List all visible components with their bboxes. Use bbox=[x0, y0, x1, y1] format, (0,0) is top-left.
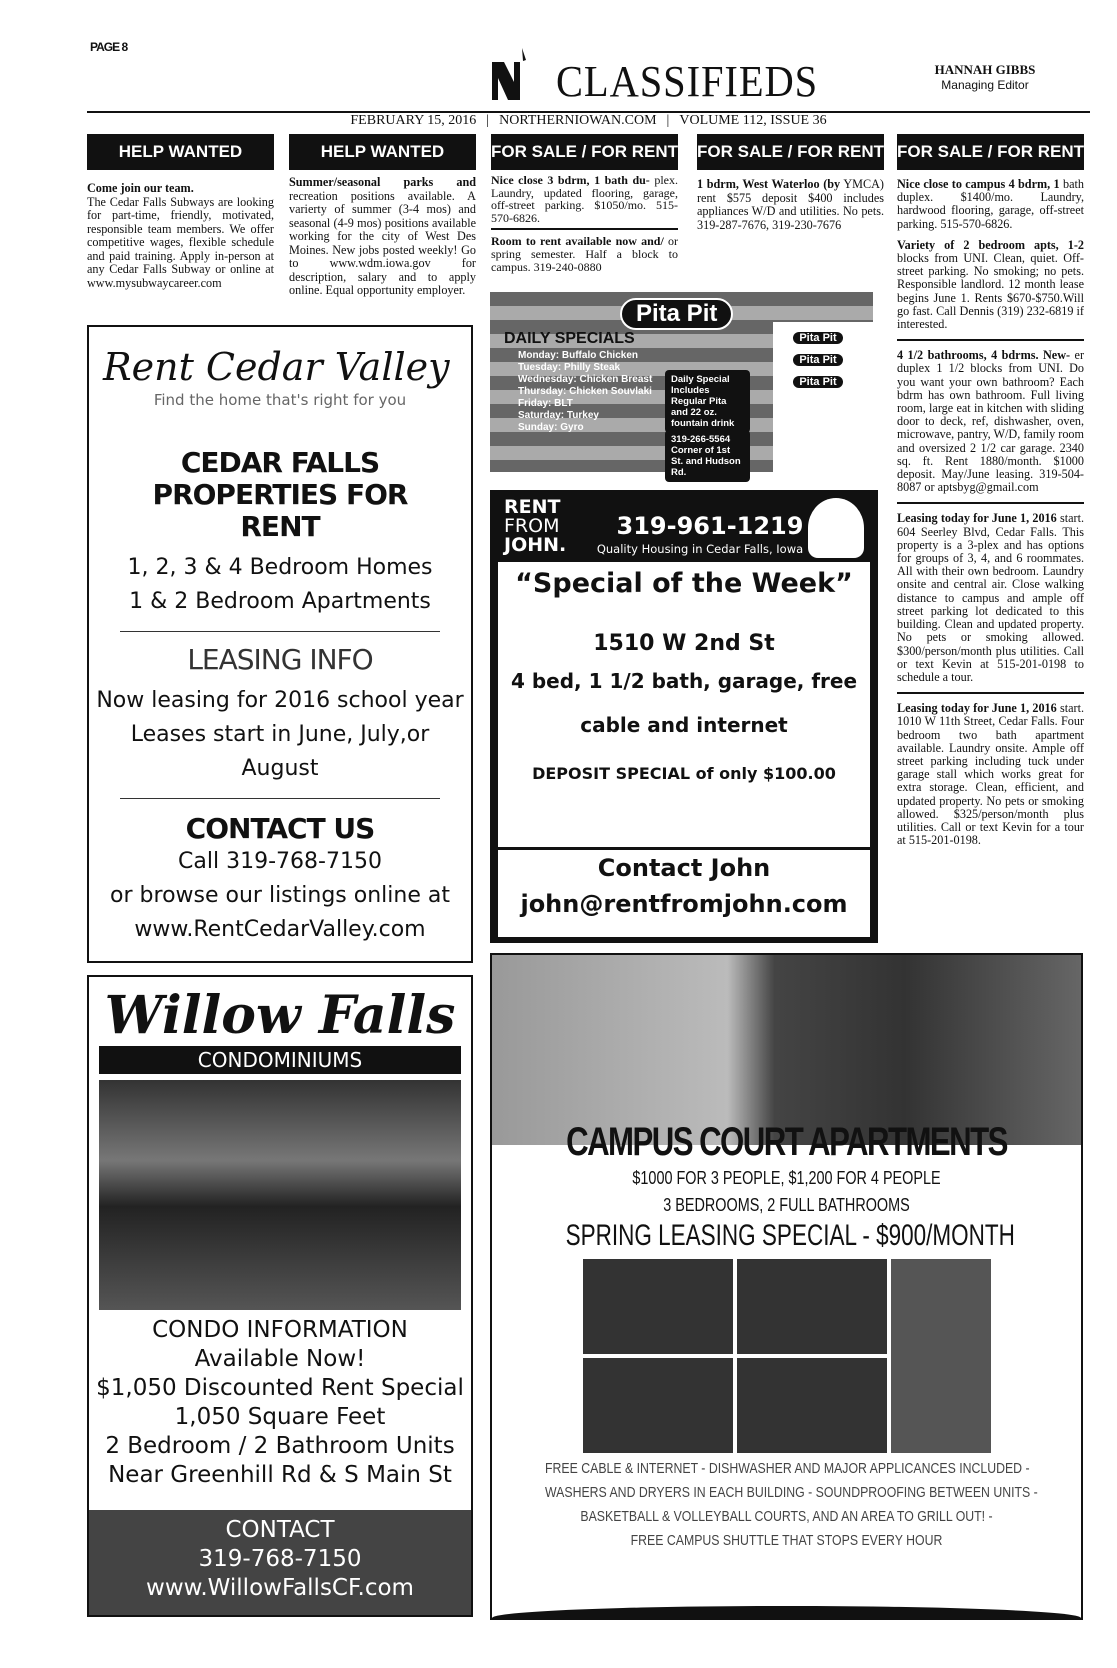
rent-cedar-valley-ad bbox=[87, 325, 473, 963]
rcv-contact-heading: CONTACT US bbox=[185, 812, 375, 845]
cc-feature: WASHERS AND DRYERS IN EACH BUILDING - SOUNDPROOFING BETWEEN UNITS - bbox=[545, 1484, 1038, 1501]
editor-role: Managing Editor bbox=[941, 78, 1029, 92]
ad-body: er duplex 1 1/2 blocks from UNI. Do you want your own bathroom? Each bdrm has own bathroom. Full living room, large eat in kitchen with sliding door to deck, ref, dishwasher, oven, microwave, pantry, W/D, family room and oversized 2 1/2 car garage. 2340 sq. ft. Rent 1880/month. $1000 deposit. May/June leasing. 319-504-8087 or aptsbyg@gmail.com bbox=[897, 348, 1084, 495]
willow-website[interactable]: www.WillowFallsCF.com bbox=[146, 1575, 414, 1601]
section-header-for-sale-rent: FOR SALE / FOR RENT bbox=[897, 134, 1084, 170]
pita-pit-logo: Pita Pit bbox=[620, 298, 733, 330]
special-detail: 4 bed, 1 1/2 bath, garage, free bbox=[510, 669, 858, 693]
classified-ad bbox=[897, 178, 1084, 231]
rent-from-john-ad bbox=[490, 490, 878, 943]
section-header-for-sale-rent: FOR SALE / FOR RENT bbox=[697, 134, 884, 170]
classified-column-2 bbox=[289, 176, 476, 306]
john-portrait bbox=[808, 498, 864, 558]
pita-daily-specials-title: DAILY SPECIALS bbox=[504, 330, 635, 347]
section-title: CLASSIFIEDS bbox=[556, 57, 819, 106]
classified-ad bbox=[289, 176, 476, 298]
ad-divider bbox=[897, 502, 1084, 504]
ad-lead: Leasing today for June 1, 2016 bbox=[897, 511, 1057, 526]
classified-ad bbox=[897, 349, 1084, 494]
logo-word: JOHN. bbox=[504, 534, 567, 556]
divider bbox=[120, 798, 440, 799]
campus-court-ad bbox=[490, 953, 1083, 1620]
divider bbox=[120, 631, 440, 632]
ad-lead: Summer/seasonal parks and bbox=[289, 175, 476, 189]
cc-feature: FREE CABLE & INTERNET - DISHWASHER AND MAJOR APPLICANCES INCLUDED - bbox=[545, 1460, 1030, 1477]
ad-lead: Nice close to campus 4 bdrm, 1 bbox=[897, 177, 1060, 191]
classified-column-5 bbox=[897, 178, 1084, 855]
ad-lead: Room to rent available now and/ bbox=[491, 234, 664, 249]
volume-issue: VOLUME 112, ISSUE 36 bbox=[679, 113, 827, 128]
interior-photo bbox=[583, 1358, 733, 1453]
classified-column-1 bbox=[87, 182, 274, 298]
rcv-brand: Rent Cedar Valley bbox=[103, 345, 450, 389]
willow-line: Available Now! bbox=[194, 1346, 366, 1372]
classified-ad bbox=[491, 174, 678, 224]
cc-features bbox=[545, 1457, 1038, 1553]
contact-john-label: Contact John bbox=[597, 854, 771, 882]
rcv-line: Now leasing for 2016 school year bbox=[96, 688, 464, 713]
willow-info bbox=[89, 1316, 471, 1490]
pita-day: Wednesday: Chicken Breast bbox=[518, 374, 653, 385]
rcv-tagline: Find the home that's right for you bbox=[153, 391, 407, 409]
john-contact-box bbox=[498, 850, 870, 937]
ad-divider bbox=[897, 692, 1084, 694]
classified-ad bbox=[491, 235, 678, 273]
kitchen-photo bbox=[99, 1080, 461, 1310]
ad-lead: 1 bdrm, West Waterloo (by bbox=[697, 177, 841, 191]
cc-spring-special: SPRING LEASING SPECIAL - $900/MONTH bbox=[565, 1219, 1015, 1252]
pita-cup-logo: Pita Pit bbox=[793, 332, 843, 344]
rcv-headline: CEDAR FALLS PROPERTIES FOR RENT bbox=[152, 446, 408, 543]
issue-date: FEBRUARY 15, 2016 bbox=[350, 113, 477, 128]
page-number: PAGE 8 bbox=[90, 40, 128, 54]
logo-word: FROM bbox=[504, 515, 560, 537]
deposit-special: DEPOSIT SPECIAL of only $100.00 bbox=[532, 764, 836, 783]
ad-lead: 4 1/2 bathrooms, 4 bdrms. New- bbox=[897, 348, 1071, 363]
decorative-wave bbox=[492, 1606, 1081, 1618]
classified-column-3 bbox=[491, 174, 678, 277]
interior-photo bbox=[737, 1358, 887, 1453]
ad-body: YMCA) rent $575 deposit $400 includes appliances W/D and utilities. No pets. 319-287-7676, 319-230-7676 bbox=[697, 177, 884, 232]
rent-from-john-logo bbox=[504, 498, 566, 555]
rcv-phone: Call 319-768-7150 bbox=[178, 849, 382, 874]
pita-day: Sunday: Gyro bbox=[518, 422, 584, 433]
ad-body: or spring semester. Half a block to campus. 319-240-0880 bbox=[491, 234, 678, 274]
willow-contact-label: CONTACT bbox=[225, 1517, 335, 1543]
ad-body: plex. Laundry, updated flooring, garage, off-street parking. $1050/mo. 515-570-6826. bbox=[491, 173, 679, 225]
interior-photos bbox=[492, 1259, 1081, 1453]
dateline bbox=[87, 113, 1090, 129]
ad-divider bbox=[491, 228, 678, 230]
john-tagline: Quality Housing in Cedar Falls, Iowa bbox=[596, 542, 804, 556]
separator: | bbox=[486, 113, 490, 128]
ad-body: bath duplex. $1400/mo. Laundry, hardwood flooring, garage, off-street parking. 515-570-6826. bbox=[897, 177, 1084, 231]
pita-cup-logo: Pita Pit bbox=[793, 376, 843, 388]
special-of-week-box bbox=[498, 562, 870, 847]
john-email[interactable]: john@rentfromjohn.com bbox=[520, 890, 848, 918]
classified-ad bbox=[697, 178, 884, 232]
ad-body: blocks from UNI. Clean, quiet. Off-street parking. No smoking; no pets. Responsible landlord. 12 month lease begins June 1. Rents $670-$750.Will go fast. Call Dennis (319) 232-6819 if interested. bbox=[897, 251, 1084, 332]
willow-line: Near Greenhill Rd & S Main St bbox=[108, 1462, 452, 1488]
pita-cups-image bbox=[773, 322, 873, 472]
separator: | bbox=[666, 113, 670, 128]
willow-line: 1,050 Square Feet bbox=[174, 1404, 386, 1430]
pita-day: Monday: Buffalo Chicken bbox=[518, 350, 639, 361]
interior-photo bbox=[737, 1259, 887, 1354]
classified-ad bbox=[897, 702, 1084, 847]
willow-subtitle: CONDOMINIUMS bbox=[99, 1046, 461, 1074]
rcv-website[interactable]: www.RentCedarValley.com bbox=[134, 917, 426, 942]
special-heading: “Special of the Week” bbox=[515, 568, 853, 599]
pita-special-box: Daily Special Includes Regular Pita and 22 oz. fountain drink bbox=[665, 370, 750, 433]
ad-body: start. 1010 W 11th Street, Cedar Falls. Four bedroom two bath apartment available. Laundry onsite. Ample off street parking including tuck under garage stall which works great for extra storage. Clean, efficient, and updated property. No pets or smoking allowed. $325/person/month plus utilities. Call or text Kevin for a tour at 515-201-0198. bbox=[897, 701, 1084, 848]
pita-cup-logo: Pita Pit bbox=[793, 354, 843, 366]
classified-column-4 bbox=[697, 178, 884, 240]
rcv-line: 1 & 2 Bedroom Apartments bbox=[129, 589, 431, 614]
classified-ad bbox=[897, 239, 1084, 331]
section-header-help-wanted: HELP WANTED bbox=[289, 134, 476, 170]
campus-court-title: CAMPUS COURT APARTMENTS bbox=[566, 1120, 1007, 1164]
northern-iowan-logo-icon bbox=[490, 48, 530, 100]
willow-phone: 319-768-7150 bbox=[198, 1546, 362, 1572]
pita-day: Saturday: Turkey bbox=[518, 410, 599, 421]
classified-ad bbox=[897, 512, 1084, 684]
cc-rooms: 3 BEDROOMS, 2 FULL BATHROOMS bbox=[663, 1195, 910, 1215]
special-detail: cable and internet bbox=[580, 713, 788, 737]
pita-day: Friday: BLT bbox=[518, 398, 573, 409]
ad-body: start. 604 Seerley Blvd, Cedar Falls. This property is a 3-plex and has options for groups of 3, 4, and 6 roommates. All with their own bedroom. Laundry onsite and central air. Close walking distance to campus and ample off street parking lot dedicated to this building. Clean and updated property. No pets or smoking allowed. $300/person/month plus utilities. Call or text Kevin at 515-201-0198 to schedule a tour. bbox=[897, 511, 1084, 684]
ad-divider bbox=[897, 339, 1084, 341]
john-phone: 319-961-1219 bbox=[616, 512, 804, 540]
ad-lead: Leasing today for June 1, 2016 bbox=[897, 701, 1057, 716]
section-header-for-sale-rent: FOR SALE / FOR RENT bbox=[491, 134, 678, 170]
ad-body: recreation positions available. A varierty of summer (3-4 mos) and seasonal (4-9 mos) positions available working for the city of West Des Moines. New jobs posted weekly! Go to www.wdm.iowa.gov for description, salary and to apply online. Equal opportunity employer. bbox=[289, 188, 476, 297]
classified-ad bbox=[87, 182, 274, 290]
interior-photo bbox=[891, 1259, 991, 1453]
cc-feature: FREE CAMPUS SHUTTLE THAT STOPS EVERY HOUR bbox=[630, 1532, 943, 1549]
editor-credit bbox=[930, 62, 1040, 92]
pita-day: Tuesday: Philly Steak bbox=[518, 362, 621, 373]
editor-name: HANNAH GIBBS bbox=[934, 62, 1036, 77]
website-link[interactable]: NORTHERNIOWAN.COM bbox=[499, 113, 657, 128]
ad-lead: Variety of 2 bedroom apts, 1-2 bbox=[897, 237, 1084, 252]
willow-brand: Willow Falls bbox=[104, 985, 456, 1046]
willow-falls-ad bbox=[87, 975, 473, 1617]
willow-line: CONDO INFORMATION bbox=[152, 1317, 408, 1343]
rcv-line: 1, 2, 3 & 4 Bedroom Homes bbox=[127, 555, 433, 580]
willow-contact bbox=[89, 1510, 471, 1615]
apartment-building-photo bbox=[492, 955, 1081, 1145]
special-address: 1510 W 2nd St bbox=[593, 631, 775, 656]
ad-lead: Nice close 3 bdrm, 1 bath du- bbox=[491, 173, 650, 187]
ad-body: The Cedar Falls Subways are looking for part-time, friendly, motivated, responsible team members. We offer competitive wages, flexible schedule and paid training. Apply in-person at any Cedar Falls Subway or online at www.mysubwaycareer.com bbox=[87, 194, 274, 290]
rcv-line: Leases start in June, July,or August bbox=[130, 722, 430, 781]
ad-lead: Come join our team. bbox=[87, 181, 194, 195]
pita-day: Thursday: Chicken Souvlaki bbox=[518, 386, 652, 397]
rcv-leasing-heading: LEASING INFO bbox=[187, 643, 373, 676]
rcv-line: or browse our listings online at bbox=[110, 883, 450, 908]
pita-pit-ad bbox=[490, 292, 873, 478]
pita-days-list bbox=[518, 350, 652, 434]
pita-location-box: 319-266-5564 Corner of 1st St. and Hudson Rd. bbox=[665, 430, 750, 482]
section-header-help-wanted: HELP WANTED bbox=[87, 134, 274, 170]
cc-pricing: $1000 FOR 3 PEOPLE, $1,200 FOR 4 PEOPLE bbox=[632, 1168, 941, 1188]
willow-line: $1,050 Discounted Rent Special bbox=[96, 1375, 464, 1401]
cc-feature: BASKETBALL & VOLLEYBALL COURTS, AND AN AREA TO GRILL OUT! - bbox=[580, 1508, 993, 1525]
logo-word: RENT bbox=[504, 496, 561, 518]
willow-line: 2 Bedroom / 2 Bathroom Units bbox=[105, 1433, 455, 1459]
interior-photo bbox=[583, 1259, 733, 1354]
